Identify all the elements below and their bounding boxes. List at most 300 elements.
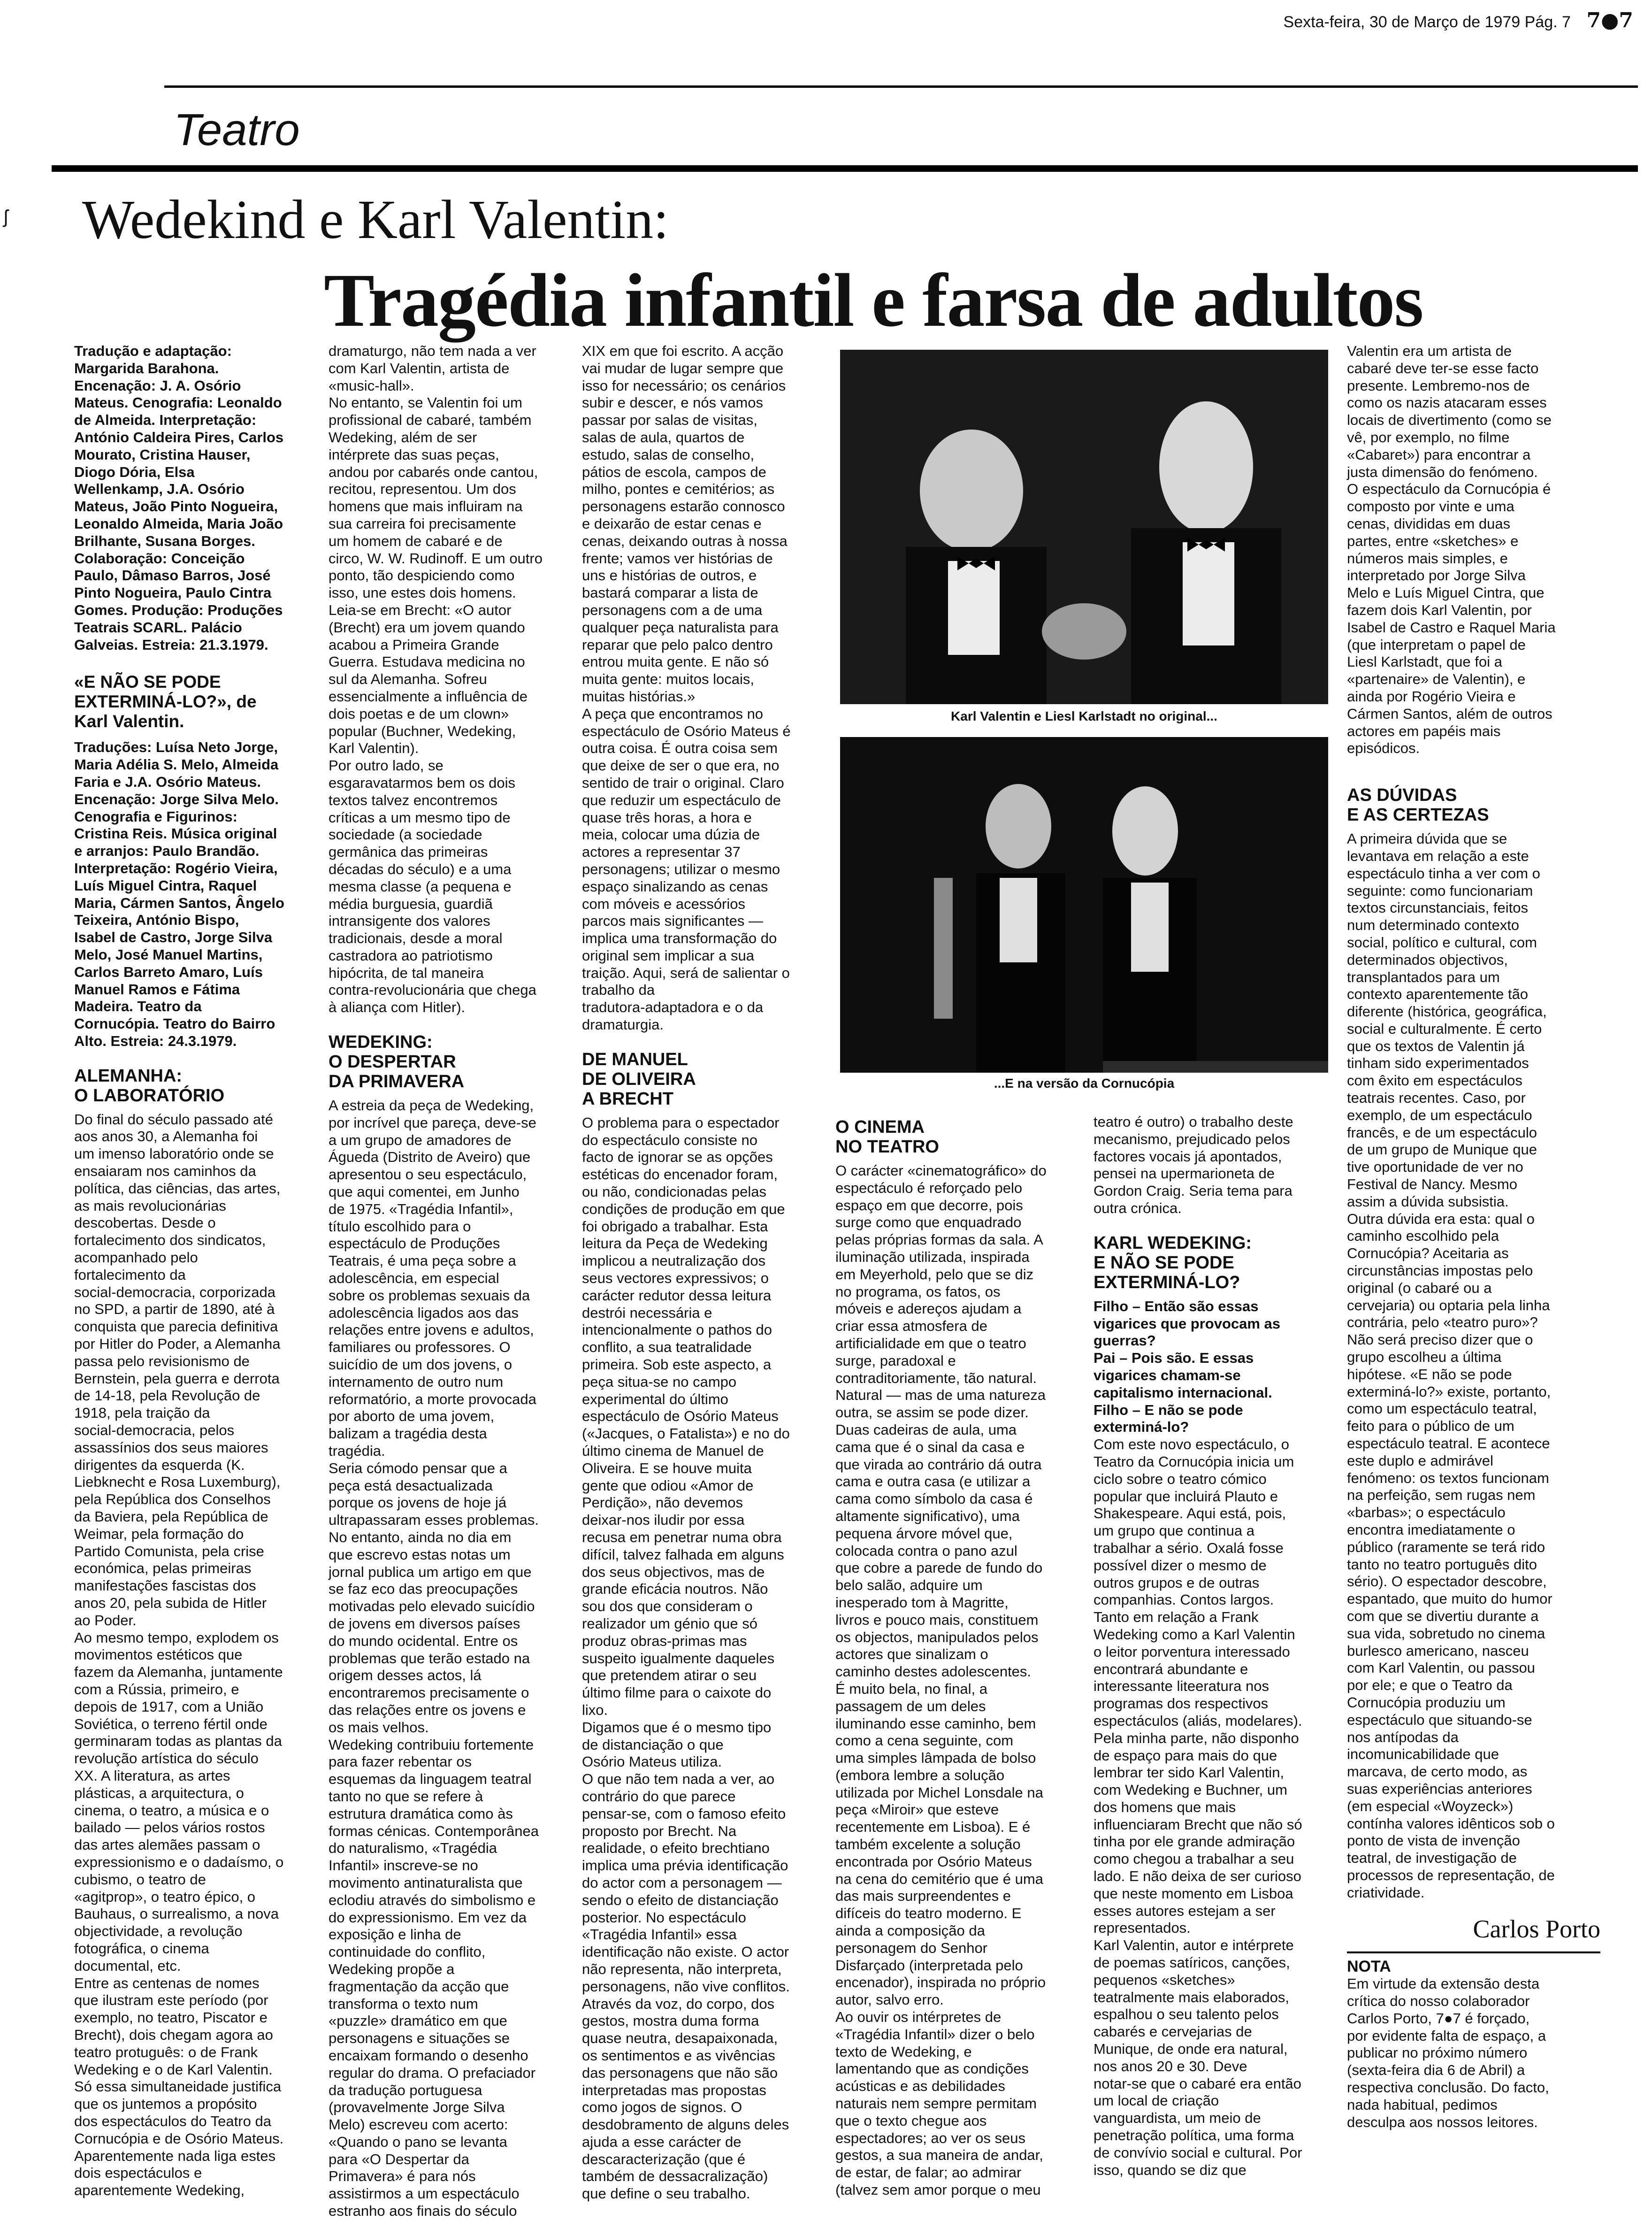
text-line: Wedeking contribuiu fortemente	[329, 1736, 534, 1753]
text-line: com Karl Valentin, artista de	[329, 360, 510, 376]
text-line: contexto aparentemente tão	[1347, 986, 1529, 1003]
text-line: seus vectores expressivos; o	[582, 1270, 769, 1287]
text-line: O problema para o espectador	[582, 1114, 780, 1131]
text-line: dois espectáculos e	[74, 2165, 202, 2182]
text-line: popular que incluirá Plauto e	[1094, 1488, 1278, 1505]
body-text	[1094, 1114, 1338, 1217]
text-line: (que interpretam o papel de	[1347, 636, 1526, 653]
text-line: desdobramento de alguns deles	[582, 2116, 789, 2133]
text-line: produz obras-primas mas	[582, 1632, 747, 1649]
text-line: suas experiências anteriores	[1347, 1780, 1532, 1797]
text-line: grande eficácia noutros. Não	[582, 1581, 768, 1598]
text-line: que define o seu trabalho.	[582, 2185, 750, 2202]
subhead-line: KARL WEDEKING:	[1094, 1233, 1252, 1253]
credit-line: Encenação: J. A. Osório	[74, 377, 241, 394]
text-line: ou não, condicionadas pelas	[582, 1183, 766, 1200]
text-line: vanguardista, um meio de	[1094, 2110, 1261, 2127]
text-line: «Tragédia Infantil» essa	[582, 1926, 737, 1943]
text-line: manifestações fascistas dos	[74, 1577, 256, 1594]
text-line: muitas histórias.»	[582, 688, 696, 705]
subhead-line: WEDEKING:	[329, 1032, 433, 1052]
body-text	[74, 1111, 318, 2199]
text-line: por aborto de uma jovem,	[329, 1408, 495, 1425]
text-line: meia, colocar uma dúzia de	[582, 826, 760, 843]
text-line: transplantados para um	[1347, 968, 1500, 985]
column-6	[1347, 343, 1600, 2131]
dialog-line: capitalismo internacional.	[1094, 1384, 1272, 1401]
credit-line: Cenografia e Figurinos:	[74, 808, 237, 825]
text-line: trabalhar a sério. Oxalá fosse	[1094, 1539, 1284, 1556]
text-line: No entanto, ainda no dia em	[329, 1529, 512, 1545]
text-line: presente. Lembremo-nos de	[1347, 377, 1530, 394]
text-line: de 14-18, pela Revolução de	[74, 1387, 260, 1404]
text-line: de um grupo de Munique que	[1347, 1141, 1537, 1158]
text-line: cama como símbolo da casa é	[835, 1490, 1033, 1507]
text-line: passagem de um deles	[835, 1698, 986, 1714]
text-line: contra-revolucionária que chega	[329, 982, 536, 999]
text-line: espalhou o seu talento pelos	[1094, 2006, 1279, 2023]
kicker-headline: Wedekind e Karl Valentin:	[82, 189, 669, 250]
text-line: recentemente em Lisboa). E é	[835, 1819, 1031, 1836]
text-line: que pretendem atirar o seu	[582, 1667, 757, 1684]
text-line: espantado, que muito do humor	[1347, 1590, 1553, 1607]
subhead-duvidas	[1347, 785, 1600, 825]
text-line: O espectáculo da Cornucópia é	[1347, 481, 1551, 498]
text-line: eclodiu através do simbolismo e	[329, 1891, 536, 1908]
text-line: média burguesia, guardiã	[329, 895, 493, 912]
credit-line: Interpretação: Rogério Vieira,	[74, 860, 278, 876]
text-line: problemas que terão estado na	[329, 1650, 530, 1667]
photo-cornucopia	[840, 737, 1328, 1073]
text-line: que ilustram este período (por	[74, 1992, 268, 2009]
newspaper-logo: 7●7	[1586, 8, 1633, 32]
text-line: uma simples lâmpada de bolso	[835, 1750, 1036, 1767]
text-line: surge, paradoxal e	[835, 1352, 956, 1369]
text-line: «Tragédia Infantil» dizer o belo	[835, 2026, 1035, 2043]
text-line: episódicos.	[1347, 740, 1420, 757]
text-line: política, das ciências, das artes,	[74, 1180, 281, 1197]
text-line: mesma classe (a pequena e	[329, 878, 512, 895]
text-line: encontrará abundante e	[1094, 1660, 1248, 1677]
subhead-line: NO TEATRO	[835, 1137, 939, 1157]
text-line: fazem dois Karl Valentin, por	[1347, 601, 1532, 618]
text-line: Leia-se em Brecht: «O autor	[329, 601, 512, 618]
text-line: espectáculo de Osório Mateus	[582, 1408, 779, 1425]
text-line: pela República dos Conselhos	[74, 1491, 271, 1508]
text-line: Do final do século passado até	[74, 1111, 273, 1128]
text-line: Águeda (Distrito de Aveiro) que	[329, 1149, 531, 1166]
text-line: exterminá-lo?» existe, portanto,	[1347, 1383, 1551, 1400]
text-line: isso, quando se diz que	[1094, 2161, 1247, 2178]
text-line: No entanto, se Valentin foi um	[329, 394, 523, 411]
text-line: fazem da Alemanha, juntamente	[74, 1664, 283, 1681]
text-line: parcos mais significantes —	[582, 913, 763, 929]
text-line: lado. E não deixa de ser curioso	[1094, 1868, 1301, 1885]
text-line: intencionalmente o pathos do	[582, 1321, 772, 1338]
text-line: Pela minha parte, não disponho	[1094, 1729, 1299, 1746]
text-line: livros e pouco mais, constituem	[835, 1611, 1039, 1628]
text-line: um local de criação	[1094, 2092, 1219, 2109]
text-line: tradicionais, desde a moral	[329, 930, 503, 947]
credit-line: António Caldeira Pires, Carlos	[74, 429, 284, 446]
text-line: personagens, não vive conflitos.	[582, 1978, 790, 1995]
text-line: vai mudar de lugar sempre que	[582, 360, 784, 376]
text-line: teatro protuguês: o de Frank	[74, 2043, 258, 2060]
nota-line: por evidente falta de espaço, a	[1347, 2027, 1546, 2044]
page-header	[1284, 8, 1633, 32]
text-line: sou dos que consideram o	[582, 1598, 753, 1615]
text-line: partes, entre «sketches» e	[1347, 532, 1519, 549]
subhead-cinema	[835, 1117, 1079, 1157]
text-line: passar por salas de visitas,	[582, 412, 757, 429]
text-line: dramaturgia.	[582, 1016, 664, 1033]
text-line: reparar que pelo palco dentro	[582, 636, 773, 653]
text-line: representados.	[1094, 1920, 1191, 1936]
text-line: Com este novo espectáculo, o	[1094, 1436, 1290, 1453]
text-line: sentido de trair o original. Claro	[582, 774, 784, 791]
text-line: tinham sido experimentados	[1347, 1055, 1529, 1072]
text-line: como jogos de signos. O	[582, 2099, 742, 2116]
text-line: textos circunstanciais, feitos	[1347, 899, 1528, 916]
text-line: à aliança com Hitler).	[329, 999, 466, 1016]
text-line: com a Rússia, primeiro, e	[74, 1681, 239, 1698]
text-line: Isabel de Castro e Raquel Maria	[1347, 619, 1556, 636]
text-line: num determinado contexto	[1347, 917, 1520, 934]
dialog-line: Filho – Então são essas	[1094, 1298, 1259, 1314]
text-line: dos seus objectivos, mas de	[582, 1563, 765, 1580]
text-line: internamento de outro num	[329, 1373, 504, 1390]
text-line: que o texto chegue aos	[835, 2112, 987, 2129]
credit-title-line: «E NÃO SE PODE	[74, 672, 221, 692]
text-line: esquemas da linguagem teatral	[329, 1771, 532, 1788]
text-line: Primavera» é para nós	[329, 2168, 476, 2185]
text-line: circunstâncias impostas pelo	[1347, 1262, 1533, 1279]
text-line: mecanismo, prejudicado pelos	[1094, 1130, 1290, 1147]
column-2	[329, 343, 573, 2220]
section-title: Teatro	[174, 105, 300, 155]
text-line: grupo escolheu a última	[1347, 1349, 1502, 1366]
text-line: ao Poder.	[74, 1612, 137, 1629]
text-line: caminho destes adolescentes.	[835, 1663, 1032, 1680]
text-line: apresentou o seu espectáculo,	[329, 1166, 527, 1183]
credit-line: Brilhante, Susana Borges.	[74, 532, 255, 549]
credit-line: Mourato, Cristina Hauser,	[74, 446, 251, 463]
credit-line: Leonaldo Almeida, Maria João	[74, 515, 283, 532]
text-line: sociedade (a sociedade	[329, 826, 482, 843]
text-line: público (raramente se terá rido	[1347, 1538, 1545, 1555]
text-line: interpretadas mas propostas	[582, 2082, 766, 2098]
text-line: espaço sinalizando as cenas	[582, 878, 768, 895]
text-line: hipótese. «E não se pode	[1347, 1366, 1512, 1383]
text-line: possível dizer o mesmo de	[1094, 1557, 1267, 1574]
text-line: do mundo ocidental. Entre os	[329, 1632, 518, 1649]
dialog-line: guerras?	[1094, 1332, 1156, 1349]
text-line: germânica das primeiras	[329, 844, 488, 860]
text-line: de 1975. «Tragédia Infantil»,	[329, 1200, 513, 1217]
body-text	[582, 343, 826, 1034]
text-line: como chegou a trabalhar a seu	[1094, 1851, 1294, 1867]
text-line: lamentando que as condições	[835, 2060, 1029, 2077]
text-line: Bauhaus, o surrealismo, a nova	[74, 1905, 279, 1922]
text-line: as mais revolucionárias	[74, 1197, 226, 1214]
text-line: continuidade do conflito,	[329, 1943, 486, 1960]
text-line: sério). O espectador descobre,	[1347, 1573, 1547, 1590]
text-line: das personagens que não são	[582, 2064, 778, 2081]
text-line: Liebknecht e Rosa Luxemburg),	[74, 1474, 281, 1490]
column-4	[835, 1103, 1079, 2199]
text-line: pequena árvore móvel que,	[835, 1525, 1013, 1542]
text-line: diferente (histórica, geográfica,	[1347, 1003, 1547, 1020]
text-line: com êxito em espectáculos	[1347, 1072, 1522, 1089]
text-line: francês, e de um espectáculo	[1347, 1124, 1537, 1141]
text-line: estrutura dramática como às	[329, 1805, 513, 1822]
credit-line: Teatrais SCARL. Palácio	[74, 619, 242, 636]
photo-caption-2: ...E na versão da Cornucópia	[994, 1076, 1175, 1091]
text-line: reformatório, a morte provocada	[329, 1390, 536, 1407]
dialog-line: Pai – Pois são. E essas	[1094, 1350, 1254, 1367]
text-line: um homem de cabaré e de	[329, 532, 503, 549]
text-line: relações entre jovens e adultos,	[329, 1321, 534, 1338]
text-line: locais de divertimento (como se	[1347, 412, 1552, 429]
nota-box	[1347, 1951, 1600, 2131]
text-line: personagem do Senhor	[835, 1939, 988, 1956]
text-line: uns e histórias de outros, e	[582, 567, 757, 584]
text-line: teatral, de investigação de	[1347, 1850, 1517, 1867]
text-line: personagens e situações se	[329, 2030, 510, 2047]
credits-title-valentin	[74, 672, 318, 731]
credit-line: Wellenkamp, J.A. Osório	[74, 481, 245, 498]
text-line: Cármen Santos, além de outros	[1347, 705, 1553, 722]
text-line: documental, etc.	[74, 1957, 181, 1974]
text-line: social-democracia, corporizada	[74, 1283, 276, 1300]
text-line: Soviética, o terreno fértil onde	[74, 1715, 268, 1732]
text-line: tanto no que se refere à	[329, 1788, 483, 1805]
text-line: ultrapassaram esses problemas.	[329, 1512, 539, 1529]
dialog-line: vigarices chamam-se	[1094, 1367, 1241, 1383]
subhead-line: DE MANUEL	[582, 1049, 688, 1069]
text-line: programas dos respectivos	[1094, 1695, 1269, 1712]
text-line: isso, une estes dois homens.	[329, 584, 516, 601]
text-line: «barbas»; o espectáculo	[1347, 1504, 1506, 1521]
text-line: dramaturgo, não tem nada a ver	[329, 343, 536, 359]
text-line: dois poetas e de um clown»	[329, 705, 509, 722]
nota-line: publicar no próximo número	[1347, 2044, 1528, 2061]
text-line: dirigentes da esquerda (K.	[74, 1456, 245, 1473]
text-line: fenómeno: os textos funcionam	[1347, 1469, 1549, 1486]
text-line: dos espectáculos do Teatro da	[74, 2112, 271, 2129]
text-line: Seria cómodo pensar que a	[329, 1460, 507, 1476]
text-line: último filme para o caixote do	[582, 1684, 772, 1701]
text-line: proposto por Brecht. Na	[582, 1822, 737, 1839]
text-line: com que se divertiu durante a	[1347, 1607, 1539, 1624]
text-line: bastará comparar a lista de	[582, 584, 758, 601]
text-line: sua vida, sobretudo no cinema	[1347, 1625, 1545, 1642]
text-line: quase três horas, a hora e	[582, 809, 752, 826]
author-signature: Carlos Porto	[1473, 1914, 1600, 1943]
text-line: pequenos «sketches»	[1094, 1971, 1235, 1988]
text-line: Aparentemente nada liga estes	[74, 2147, 276, 2164]
text-line: encontraremos precisamente o	[329, 1684, 529, 1701]
text-line: leitura da Peça de Wedeking	[582, 1235, 768, 1252]
text-line: teatro é outro) o trabalho deste	[1094, 1114, 1293, 1130]
text-line: Karl Valentin).	[329, 740, 419, 757]
credit-line: e arranjos: Paulo Brandão.	[74, 843, 260, 860]
text-line: Weimar, pela formação do	[74, 1525, 244, 1542]
text-line: difícil, talvez falhada em alguns	[582, 1546, 784, 1563]
text-line: movimento antinaturalista que	[329, 1874, 523, 1891]
text-line: utilizada por Michel Lonsdale na	[835, 1784, 1043, 1801]
text-line: Brecht), dois chegam agora ao	[74, 2026, 273, 2043]
text-line: móveis e adereços ajudam a	[835, 1300, 1022, 1317]
credit-line: Faria e J.A. Osório Mateus.	[74, 773, 261, 790]
photo-caption-1: Karl Valentin e Liesl Karlstadt no original...	[951, 709, 1217, 723]
text-line: por incrível que pareça, deve-se	[329, 1114, 536, 1131]
nota-line: crítica do nosso colaborador	[1347, 1992, 1530, 2009]
text-line: estranho aos finais do século	[329, 2203, 517, 2220]
text-line: a um grupo de amadores de	[329, 1131, 512, 1148]
credit-line: Gomes. Produção: Produções	[74, 601, 283, 618]
text-line: caminho escolhido pela	[1347, 1228, 1499, 1244]
text-line: nos anos 20 e 30. Deve	[1094, 2058, 1247, 2074]
text-line: espectáculo é reforçado pelo	[835, 1179, 1023, 1196]
text-line: («Jacques, o Fatalista») e no do	[582, 1425, 790, 1442]
text-line: tradutora-adaptadora e o da	[582, 999, 764, 1016]
text-line: por Hitler do Poder, a Alemanha	[74, 1336, 281, 1352]
text-line: porque os jovens de hoje já	[329, 1494, 507, 1511]
text-line: textos talvez encontremos	[329, 791, 498, 808]
body-text	[1347, 830, 1600, 1901]
subhead-alemanha	[74, 1066, 318, 1106]
text-line: em Meyerhold, pelo que se diz	[835, 1266, 1034, 1283]
text-line: Gordon Craig. Seria tema para	[1094, 1183, 1293, 1199]
text-line: descaracterização (que é	[582, 2151, 746, 2167]
text-line: Guerra. Estudava medicina no	[329, 653, 525, 670]
credit-line: Cristina Reis. Música original	[74, 825, 277, 842]
text-line: ponto de vista de invenção	[1347, 1832, 1520, 1849]
text-line: décadas do século) e a uma	[329, 860, 512, 877]
subhead-manuel-oliveira	[582, 1050, 826, 1109]
subhead-line: O LABORATÓRIO	[74, 1085, 225, 1106]
text-line: personagens estarão connosco	[582, 498, 785, 515]
subhead-line: O DESPERTAR	[329, 1052, 456, 1072]
text-line: espectáculos (aliás, modelares).	[1094, 1712, 1302, 1729]
text-line: artificialidade em que o teatro	[835, 1335, 1026, 1352]
text-line: adolescência ligados aos das	[329, 1304, 519, 1321]
credit-line: Mateus. Cenografia: Leonaldo	[74, 394, 282, 411]
text-line: Disfarçado (interpretada pelo	[835, 1957, 1023, 1974]
text-line: económica, pelas primeiras	[74, 1560, 252, 1577]
text-line: Natural — mas de uma natureza	[835, 1387, 1046, 1404]
text-line: lixo.	[582, 1701, 608, 1718]
text-line: suspeito igualmente daqueles	[582, 1650, 775, 1667]
credit-line: Pinto Nogueira, Paulo Cintra	[74, 584, 272, 601]
text-line: espectáculo de Osório Mateus é	[582, 722, 791, 739]
text-line: carácter redutor dessa leitura	[582, 1287, 772, 1304]
dialog-line: exterminá-lo?	[1094, 1419, 1189, 1436]
text-line: traição. Aqui, será de salientar o	[582, 964, 790, 981]
text-line: O que não tem nada a ver, ao	[582, 1771, 775, 1788]
text-line: ponto, tão despiciendo como	[329, 567, 515, 584]
text-line: no programa, os fatos, os	[835, 1283, 1001, 1300]
text-line: Oliveira. E se houve muita	[582, 1460, 752, 1476]
text-line: (provavelmente Jorge Silva	[329, 2099, 505, 2116]
credit-line: Maria Adélia S. Melo, Almeida	[74, 756, 279, 773]
text-line: Perdição», não devemos	[582, 1494, 743, 1511]
subhead-line: DE OLIVEIRA	[582, 1069, 696, 1089]
body-text	[1347, 343, 1600, 757]
text-line: Valentin era um artista de	[1347, 343, 1512, 359]
text-line: também excelente a solução	[835, 1836, 1021, 1853]
text-line: determinados objectivos,	[1347, 951, 1508, 968]
text-line: como os nazis atacaram esses	[1347, 394, 1547, 411]
text-line: encontrada por Osório Mateus	[835, 1853, 1032, 1870]
photo-cornucopia-figure	[840, 737, 1328, 1073]
text-line: (talvez sem amor porque o meu	[835, 2182, 1041, 2198]
text-line: facto de ignorar se as opções	[582, 1149, 773, 1166]
text-line: que os juntemos a propósito	[74, 2096, 257, 2112]
text-line: Shakespeare. Aqui está, pois,	[1094, 1505, 1286, 1522]
text-line: sul da Alemanha. Sofreu	[329, 671, 487, 688]
text-line: gestos, a sua maneira de andar,	[835, 2147, 1043, 2164]
text-line: iluminando esse caminho, bem	[835, 1715, 1036, 1732]
text-line: transforma o texto num	[329, 1995, 478, 2012]
credit-line: Maria, Cármen Santos, Ângelo	[74, 894, 284, 911]
text-line: Liesl Karlstadt, que foi a	[1347, 653, 1502, 670]
text-line: profissional de cabaré, também	[329, 412, 532, 429]
text-line: recusa em penetrar numa obra	[582, 1529, 782, 1545]
text-line: Festival de Nancy. Mesmo	[1347, 1176, 1517, 1193]
text-line: personagens com a de uma	[582, 601, 763, 618]
text-line: Melo e Luís Miguel Cintra, que	[1347, 584, 1545, 601]
text-line: formas cénicas. Contemporânea	[329, 1822, 539, 1839]
text-line: Ao mesmo tempo, explodem os	[74, 1629, 279, 1646]
text-line: altamente significativo), uma	[835, 1507, 1020, 1524]
credit-line: Carlos Barreto Amaro, Luís	[74, 963, 263, 980]
text-line: revolução artística do século	[74, 1750, 259, 1767]
text-line: O carácter «cinematográfico» do	[835, 1162, 1047, 1179]
text-line: encenador), inspirada no próprio	[835, 1974, 1046, 1991]
text-line: um imenso laboratório onde se	[74, 1145, 274, 1162]
text-line: sua carreira foi precisamente	[329, 515, 516, 532]
text-line: subir e descer, e nós vamos	[582, 394, 763, 411]
body-text	[329, 1097, 573, 2220]
text-line: exemplo, no teatro, Piscator e	[74, 2009, 268, 2026]
text-line: peça está desactualizada	[329, 1477, 493, 1494]
text-line: Por outro lado, se	[329, 757, 444, 774]
text-line: primeira. Sob este aspecto, a	[582, 1356, 772, 1373]
text-line: do naturalismo, «Tragédia	[329, 1840, 497, 1857]
text-line: Entre as centenas de nomes	[74, 1974, 260, 1991]
text-line: o leitor porventura interessado	[1094, 1643, 1290, 1660]
text-line: no SPD, a partir de 1890, até à	[74, 1301, 275, 1318]
text-line: como a cena seguinte, com	[835, 1732, 1014, 1749]
text-line: notar-se que o cabaré era então	[1094, 2075, 1301, 2092]
credit-line: Paulo, Dâmaso Barros, José	[74, 567, 271, 584]
text-line: de estar, de falar; ao admirar	[835, 2164, 1022, 2181]
text-line: original (o cabaré ou a	[1347, 1279, 1492, 1296]
text-line: Wedeking e o de Karl Valentin.	[74, 2061, 273, 2078]
text-line: teatrais recentes. Caso, por	[1347, 1090, 1526, 1106]
text-line: acabou a Primeira Grande	[329, 636, 499, 653]
text-line: «music-hall».	[329, 377, 414, 394]
text-line: que neste momento em Lisboa	[1094, 1885, 1293, 1902]
text-line: que reduzir um espectáculo de	[582, 791, 781, 808]
text-line: outra, se assim se pode dizer.	[835, 1404, 1029, 1421]
text-line: XX. A literatura, as artes	[74, 1767, 230, 1784]
text-line: Não será preciso dizer que o	[1347, 1331, 1533, 1348]
text-line: espectáculo de Produções	[329, 1235, 500, 1252]
text-line: cinema, o teatro, a música e o	[74, 1802, 269, 1819]
